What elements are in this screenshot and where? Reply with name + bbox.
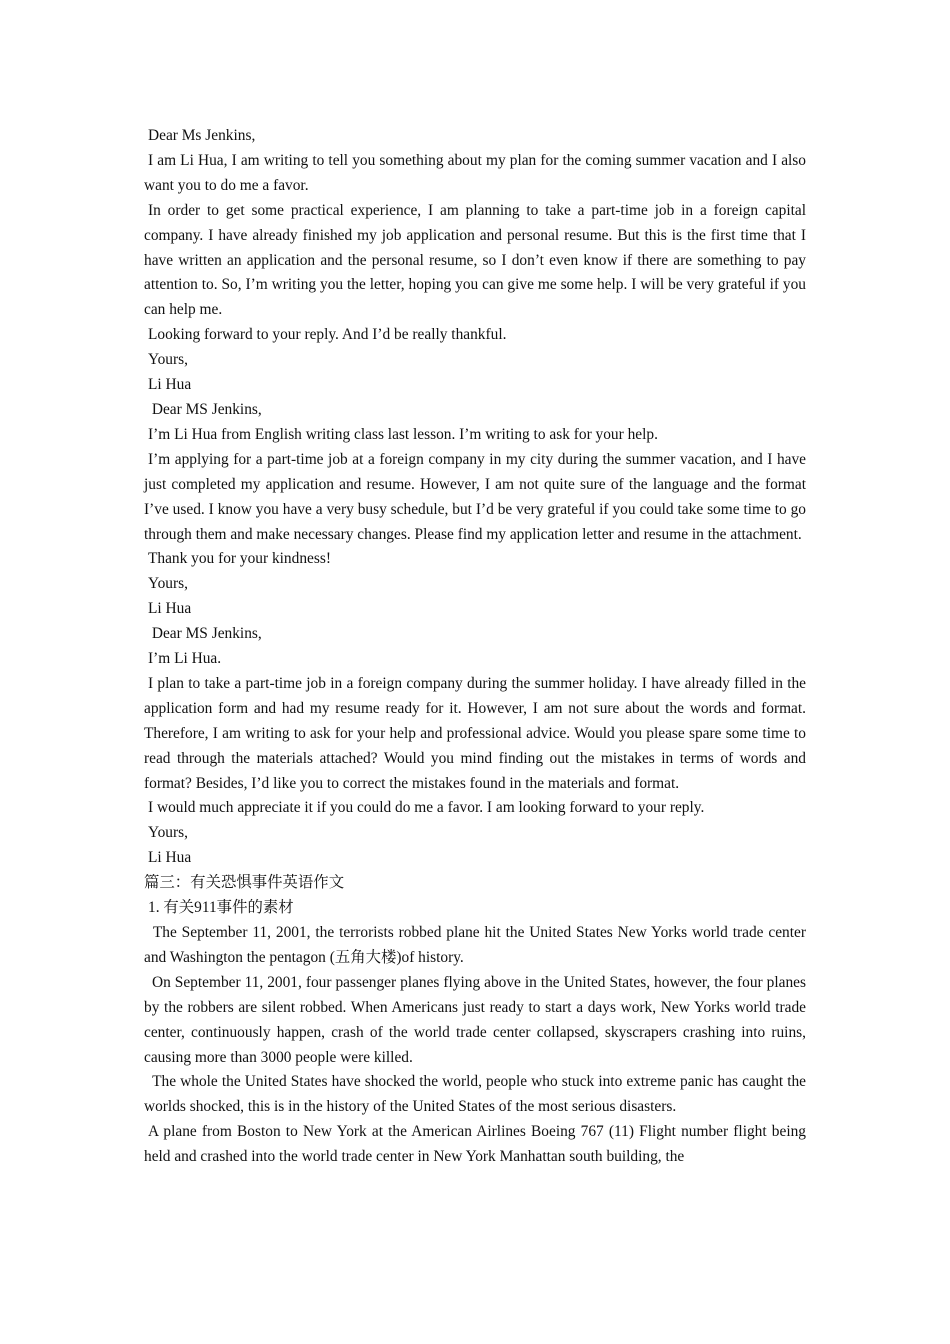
section-heading: 篇三：有关恐惧事件英语作文 bbox=[144, 874, 345, 892]
paragraph: I’m Li Hua from English writing class last lesson. I’m writing to ask for your help. bbox=[148, 425, 658, 443]
paragraph: I am Li Hua, I am writing to tell you something about my plan for the coming summer vacation and I also want you to do me a favor. bbox=[144, 151, 806, 194]
paragraph: I would much appreciate it if you could do me a favor. I am looking forward to your reply. bbox=[148, 799, 705, 817]
salutation-2: Dear MS Jenkins, bbox=[148, 400, 262, 418]
paragraph: I’m Li Hua. bbox=[148, 650, 222, 668]
paragraph: A plane from Boston to New York at the American Airlines Boeing 767 (11) Flight number flight being held and crashed into the world trade center in New York Manhattan south building, the bbox=[144, 1123, 806, 1166]
paragraph: Looking forward to your reply. And I’d be really thankful. bbox=[148, 326, 507, 344]
salutation-3: Dear MS Jenkins, bbox=[148, 625, 262, 643]
salutation-1: Dear Ms Jenkins, bbox=[148, 127, 256, 144]
paragraph: I plan to take a part-time job in a foreign company during the summer holiday. I have already filled in the application form and had my resume ready for it. However, I am not sure about the words and format. Therefore, I am writing to ask for your help and professional advice. Would you please spare some time to read through the materials attached? Would you mind finding out the mistakes in terms of words and format? Besides, I’d like you to correct the mistakes found in the materials and format. bbox=[144, 674, 806, 792]
paragraph: I’m applying for a part-time job at a foreign company in my city during the summer vacation, and I have just completed my application and resume. However, I am not quite sure of the language and the format I’ve used. I know you have a very busy schedule, but I’d be very grateful if you could take some time to go through them and make necessary changes. Please find my application letter and resume in the attachment. bbox=[144, 450, 806, 543]
signature: Li Hua bbox=[148, 600, 192, 618]
subheading: 1. 有关911事件的素材 bbox=[148, 899, 294, 917]
paragraph: Thank you for your kindness! bbox=[148, 550, 331, 568]
signature: Li Hua bbox=[148, 376, 192, 394]
signature: Li Hua bbox=[148, 849, 192, 867]
paragraph: The whole the United States have shocked the world, people who stuck into extreme panic has caught the worlds shocked, this is in the history of the United States of the most serious disasters. bbox=[144, 1073, 810, 1116]
closing: Yours, bbox=[148, 351, 188, 369]
paragraph: The September 11, 2001, the terrorists robbed plane hit the United States New Yorks world trade center and Washington the pentagon (五角大楼)of history. bbox=[144, 924, 810, 966]
paragraph: On September 11, 2001, four passenger planes flying above in the United States, however, the four planes by the robbers are silent robbed. When Americans just ready to start a days work, New Yorks world trade center, continuously happen, crash of the world trade center collapsed, skyscrapers crashing into ruins, causing more than 3000 people were killed. bbox=[144, 973, 810, 1066]
closing: Yours, bbox=[148, 575, 188, 593]
document-page bbox=[144, 124, 810, 1170]
paragraph: In order to get some practical experience, I am planning to take a part-time job in a foreign capital company. I have already finished my job application and personal resume. But this is the first time that I have written an application and the personal resume, so I don’t even know if there are something to pay attention to. So, I’m writing you the letter, hoping you can give me some help. I will be very grateful if you can help me. bbox=[144, 201, 806, 319]
closing: Yours, bbox=[148, 824, 188, 842]
